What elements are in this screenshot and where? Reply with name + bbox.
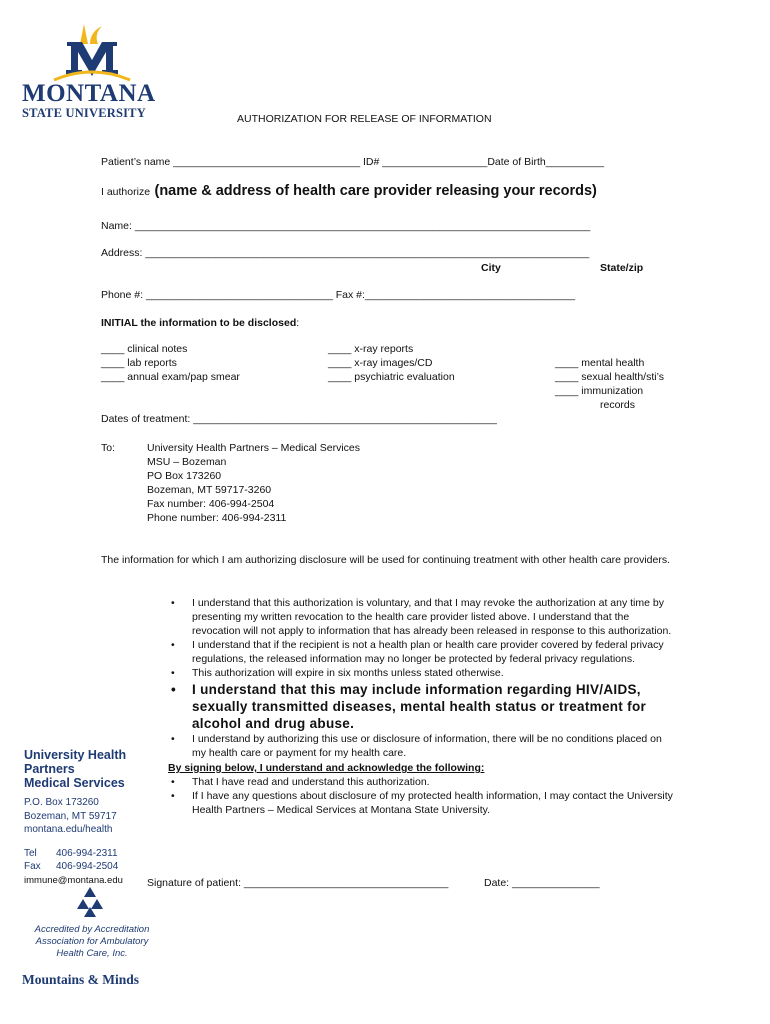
bullet-item: • I understand that this authorization is voluntary, and that I may revoke the authorization at any time by presenting my written revocation to the health care provider listed above. I understand that the revocation will not apply to information that has already been released in response to this authorization. (168, 596, 673, 638)
city-label: City (481, 262, 501, 274)
authorize-line (101, 182, 597, 200)
sidebar-contact (24, 748, 144, 887)
disclosure-paragraph: The information for which I am authorizing disclosure will be used for continuing treatment with other health care providers. (101, 554, 671, 566)
authorize-prefix: I authorize (101, 186, 151, 198)
phone-fax-field[interactable]: Phone #: ________________________________ Fax #:____________________________________ (101, 289, 576, 301)
dates-of-treatment-field[interactable]: Dates of treatment: ____________________________________________________ (101, 413, 497, 425)
sidebar-title-line: Partners (24, 762, 75, 776)
checkitem-mental-health[interactable]: ____ mental health (555, 357, 645, 369)
provider-address-field[interactable]: Address: ____________________________________________________________________________ (101, 247, 590, 259)
to-address-line: Phone number: 406-994-2311 (147, 512, 287, 524)
msu-logo (22, 20, 162, 120)
tel-label: Tel (24, 847, 37, 859)
aaahc-triangle-icon (76, 887, 104, 917)
sidebar-title-line: Medical Services (24, 776, 125, 790)
to-address-line: Fax number: 406-994-2504 (147, 498, 275, 510)
tel-value: 406-994-2311 (56, 847, 118, 859)
to-address-line: PO Box 173260 (147, 470, 222, 482)
sidebar-fax (24, 860, 144, 874)
checkitem-clinical-notes[interactable]: ____ clinical notes (101, 343, 188, 355)
fax-value: 406-994-2504 (56, 861, 119, 872)
sidebar-title-line: University Health (24, 748, 127, 762)
accred-line: Accredited by Accreditation (34, 924, 150, 935)
aaahc-logo (76, 887, 104, 922)
sidebar-tel (24, 847, 144, 861)
checkitem-psychiatric[interactable]: ____ psychiatric evaluation (328, 371, 455, 383)
date-field[interactable]: Date: _______________ (484, 877, 600, 889)
signature-field[interactable]: Signature of patient: ___________________________________ (147, 877, 449, 889)
to-address (147, 441, 360, 525)
sidebar-address-line: Bozeman, MT 59717 (24, 810, 117, 822)
initial-heading-colon: : (296, 317, 300, 329)
bullet-item: • I understand that if the recipient is not a health plan or health care provider covered by federal privacy regulations, the released information may no longer be protected by federal privacy regulations. (168, 638, 673, 666)
bullet-item: • If I have any questions about disclosure of my protected health information, I may contact the University Health Partners – Medical Services at Montana State University. (168, 789, 673, 817)
patient-line[interactable]: Patient’s name ________________________________ ID# __________________Date of Birth__________ (101, 156, 605, 168)
accred-line: Association for Ambulatory (35, 936, 149, 947)
tagline: Mountains & Minds (22, 972, 140, 987)
checklist-col2 (328, 342, 455, 384)
sidebar-email[interactable]: immune@montana.edu (24, 874, 123, 886)
bullet-item: • That I have read and understand this authorization. (168, 775, 673, 789)
accred-line: Health Care, Inc. (56, 948, 128, 959)
to-label: To: (101, 442, 116, 454)
state-zip-label: State/zip (600, 262, 644, 274)
to-address-line: Bozeman, MT 59717-3260 (147, 484, 272, 496)
checkitem-xray-reports[interactable]: ____ x-ray reports (328, 343, 414, 355)
to-address-line: MSU – Bozeman (147, 456, 227, 468)
sidebar-address-line: P.O. Box 173260 (24, 797, 99, 808)
bullet-item: • I understand by authorizing this use or disclosure of information, there will be no conditions placed on my health care or payment for my health care. (168, 732, 673, 760)
to-address-line: University Health Partners – Medical Services (147, 442, 360, 454)
form-title: AUTHORIZATION FOR RELEASE OF INFORMATION (237, 113, 492, 125)
provider-name-field[interactable]: Name: ______________________________________________________________________________ (101, 220, 591, 232)
checkitem-annual-exam[interactable]: ____ annual exam/pap smear (101, 371, 240, 383)
bullet-item: • This authorization will expire in six months unless stated otherwise. (168, 666, 673, 680)
checkitem-sexual-health[interactable]: ____ sexual health/sti’s (555, 371, 664, 383)
checkitem-lab-reports[interactable]: ____ lab reports (101, 357, 177, 369)
accreditation-text (22, 924, 162, 960)
initial-heading-text: INITIAL the information to be disclosed (101, 317, 297, 329)
logo-wordmark: MONTANA (22, 80, 156, 107)
fax-label: Fax (24, 861, 41, 872)
msu-monogram-icon (22, 20, 162, 82)
signing-heading: By signing below, I understand and acknowledge the following: (168, 762, 485, 774)
checklist-col1 (101, 342, 240, 384)
authorize-provider-heading: (name & address of health care provider releasing your records) (154, 183, 597, 199)
terms-bullets (168, 596, 673, 817)
checkitem-xray-images[interactable]: ____ x-ray images/CD (328, 357, 433, 369)
sidebar-website[interactable]: montana.edu/health (24, 824, 113, 835)
logo-subtitle: STATE UNIVERSITY (22, 106, 146, 120)
checkitem-immunization-cont: records (600, 399, 636, 411)
initial-heading (101, 316, 299, 330)
checklist-col3 (555, 356, 664, 412)
checkitem-immunization[interactable]: ____ immunization (555, 385, 644, 397)
bold-bullet-item: • I understand that this may include information regarding HIV/AIDS, sexually transmitted diseases, mental health status or treatment for alcohol and drug abuse. (168, 681, 673, 732)
